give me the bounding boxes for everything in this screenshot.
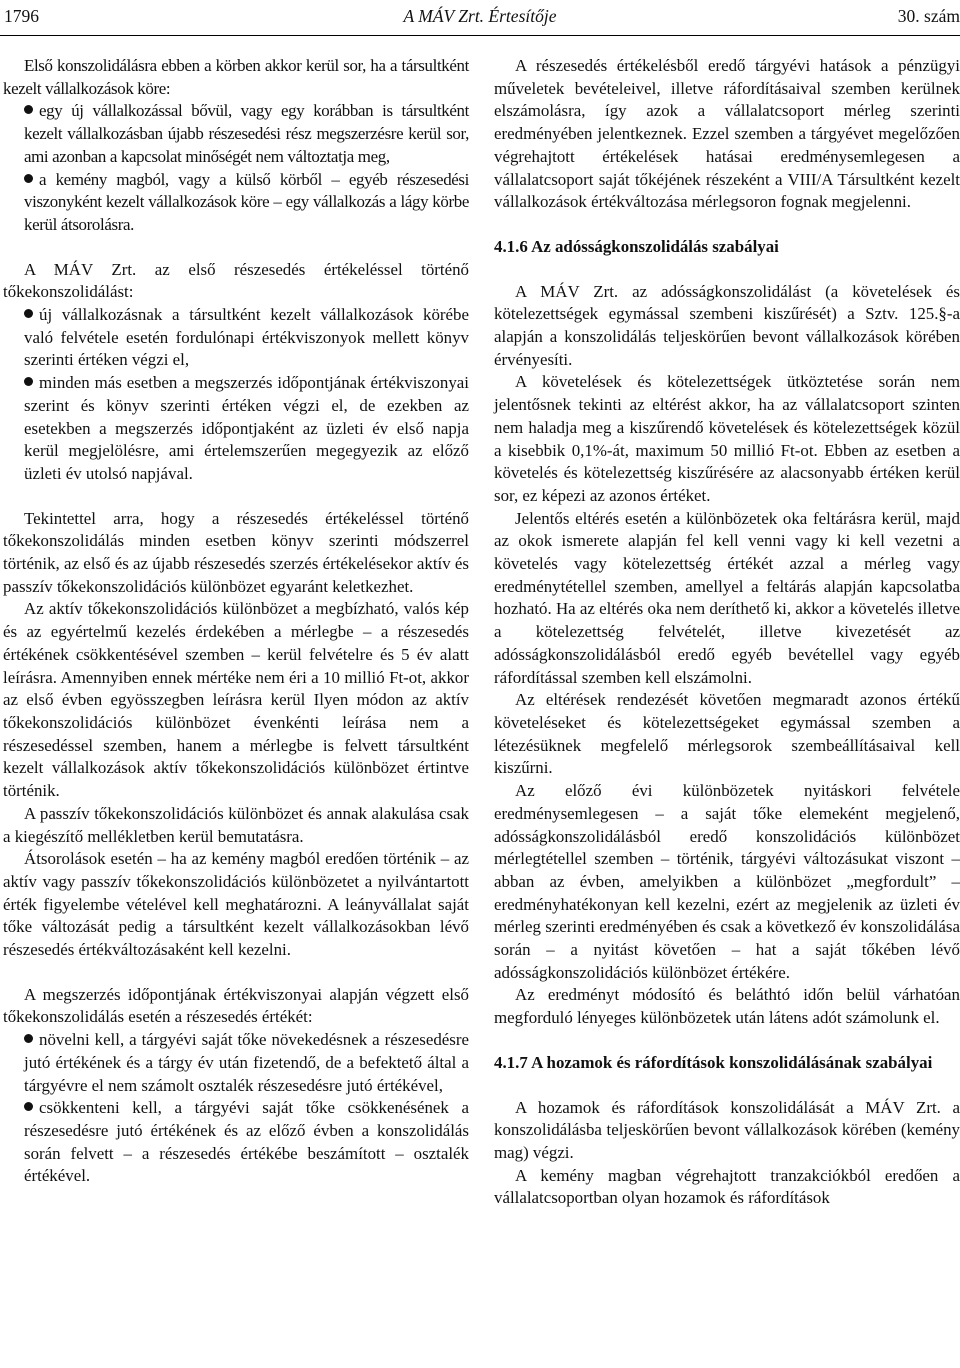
paragraph: A passzív tőkekonszolidációs különbözet és annak alakulása csak a kiegészítő mellékletben kerül bemutatásra. xyxy=(3,803,469,846)
paragraph: A megszerzés időpontjának értékviszonyai alapján végzett első tőkekonszolidálás esetén a részesedés értékét: xyxy=(3,984,469,1027)
bullet-icon xyxy=(24,1034,33,1043)
header-rule xyxy=(0,35,960,36)
bullet-text: a kemény magból, vagy a külső körből – egyéb részesedési viszonyként kezelt vállalkozások köre – egy vállalkozás a lágy körbe kerül átsorolásra. xyxy=(24,169,469,234)
bullet-item xyxy=(3,372,469,486)
paragraph: A részesedés értékelésből eredő tárgyévi hatások a pénzügyi műveletek bevételeivel, illetve ráfordításaival szemben kerülnek elszámolásra, így azok a vállalatcsoport mérleg szerinti eredményében jelentkeznek. Ezzel szemben a tárgyévet megelőzően végrehajtott értékelések hatásai eredménysemlegesen a vállalatcsoport saját tőkéjének részeként a VIII/A Társultként kezelt vállalkozások értékváltozása mérlegsoron fognak megjelenni. xyxy=(494,56,960,212)
bullet-item xyxy=(3,304,469,372)
page-header xyxy=(0,2,960,30)
right-column xyxy=(494,55,960,1210)
bullet-icon xyxy=(24,105,33,114)
paragraph: Az előző évi különbözetek nyitáskori felvétele eredménysemlegesen – a saját tőke elemeként megjelenő, adósságkonszolidálásból eredő konszolidációs különbözet mérlegtétellel szemben – történik, tárgyévi változásukat viszont – abban az évben, amelyikben a különbözet „megfordult” – eredményhatékonyan kell kezelni, ezért az megjelenik az üzleti év mérleg szerinti eredményében és csak a következő év konszolidálása során – a nyitást követően – hat a saját tőkében lévő adósságkonszolidációs különbözet értékére. xyxy=(494,781,960,982)
bullet-text: csökkenteni kell, a tárgyévi saját tőke csökkenésének a részesedésre jutó értékének és az előző évben a konszolidálás során felvett – a részesedés értékébe beszámított – osztalék értékével. xyxy=(24,1098,469,1186)
spacer xyxy=(3,486,469,508)
bullet-item xyxy=(3,100,469,168)
journal-title: A MÁV Zrt. Értesítője xyxy=(403,6,557,26)
bullet-icon xyxy=(24,309,33,318)
paragraph: Az eltérések rendezését követően megmaradt azonos értékű követeléseket és kötelezettségeket egymással szemben a létezésüknek megfelelő mérlegsorok szembeállításaival kell kiszűrni. xyxy=(494,690,960,778)
issue-number: 30. szám xyxy=(897,6,960,26)
paragraph: A kemény magban végrehajtott tranzakciókból eredően a vállalatcsoportban olyan hozamok és ráfordítások xyxy=(494,1165,960,1208)
bullet-icon xyxy=(24,377,33,386)
bullet-text: minden más esetben a megszerzés időpontjának értékviszonyai szerint és könyv szerinti értéken végzi el, de ezekben az esetekben a megszerzés időpontjaként az üzleti év első napja kerül megjelölésre, ami értelemszerűen megegyezik az előző üzleti év utolsó napjával. xyxy=(24,373,469,483)
spacer xyxy=(494,1075,960,1097)
bullet-text: egy új vállalkozással bővül, vagy egy korábban is társultként kezelt vállalkozásban újabb részesedési rész megszerzésre kerül sor, ami azonban a kapcsolat minőségét nem változtatja meg, xyxy=(24,101,469,166)
paragraph: Az eredményt módosító és beláthtó időn belül várhatóan megforduló lényeges különbözetek után látens adót számolunk el. xyxy=(494,985,960,1028)
bullet-text: új vállalkozásnak a társultként kezelt vállalkozások körébe való felvétele esetén fordulónapi értékviszonyok mellett könyv szerinti értéken végzi el, xyxy=(24,305,469,370)
bullet-item xyxy=(3,1097,469,1188)
paragraph: Első konszolidálásra ebben a körben akkor kerül sor, ha a társultként kezelt vállalkozások köre: xyxy=(3,56,469,98)
spacer xyxy=(494,1030,960,1052)
paragraph: A MÁV Zrt. az első részesedés értékeléssel történő tőkekonszolidálást: xyxy=(3,259,469,302)
paragraph: A követelések és kötelezettségek ütköztetése során nem jelentősnek tekinti az eltérést akkor, ha az vállalatcsoport szinten nem haladja meg a kiszűrendő követelések és kötelezettségek közül a kisebbik 0,1%-át, maximum 50 millió Ft-ot. Ebben az esetben a követelés és kötelezettség kiszűrésére az alacsonyabb értéken kerül sor, ez képezi az azonos értéket. xyxy=(494,372,960,505)
paragraph: A hozamok és ráfordítások konszolidálását a MÁV Zrt. a konszolidálásba teljeskörűen bevont vállalkozások körében (kemény mag) végzi. xyxy=(494,1097,960,1162)
bullet-text: növelni kell, a tárgyévi saját tőke növekedésnek a részesedésre jutó értékének és a tárgy év után fizetendő, de a befektető által a tárgyévre el nem számolt osztalék részesedésre jutó értékével, xyxy=(24,1030,469,1095)
paragraph: A MÁV Zrt. az adósságkonszolidálást (a követelések és kötelezettségek egymással szembeni kiszűrését) a Sztv. 125.§-a alapján a konszolidálás teljeskörűen bevont vállalkozások körében érvényesíti. xyxy=(494,281,960,369)
spacer xyxy=(494,259,960,281)
paragraph: Az aktív tőkekonszolidációs különbözet a megbízható, valós kép és az egyértelmű kezelés érdekében a mérlegbe – a részesedés értékének csökkentésével szemben – kerül felvételre és 5 év alatt leírásra. Amennyiben ennek mértéke nem éri a 10 millió Ft-ot, akkor az első évben egyösszegben leírásra kerül Ilyen módon az aktív tőkekonszolidációs különbözet évenkénti leírása nem a részesedéssel szemben, hanem a mérlegbe is felvett társultként kezelt vállalkozások aktív tőkekonszolidációs különbözet értintve történik. xyxy=(3,599,469,801)
bullet-item xyxy=(3,1029,469,1097)
bullet-item xyxy=(3,169,469,237)
bullet-icon xyxy=(24,174,33,183)
left-column xyxy=(3,55,469,1188)
section-heading: 4.1.6 Az adósságkonszolidálás szabályai xyxy=(494,236,779,256)
paragraph: Átsorolások esetén – ha az kemény magból eredően történik – az aktív vagy passzív tőkekonszolidációs különbözetet a nyilvántartott érték figyelembe vételével kell meghatározni. A leányvállalat saját tőke változását pedig a társultként kezelt vállalkozásokban lévő részesedés értékváltozásaként kell kezelni. xyxy=(3,849,469,960)
bullet-icon xyxy=(24,1102,33,1111)
spacer xyxy=(3,962,469,984)
paragraph: Jelentős eltérés esetén a különbözetek oka feltárásra kerül, majd az okok ismerete alapján fel kell venni vagy ki kell vezetni a követelés vagy kötelezettség értékét azzal a mérleg vagy eredménytétellel szemben, amellyel a feltárás alapján kapcsolatba hozható. Ha az eltérés oka nem deríthető ki, akkor a követelés illetve a kötelezettség felvételét, illetve kivezetését az adósságkonszolidálásból eredő egyéb bevétellel vagy egyéb ráfordítással szemben kell elszámolni. xyxy=(494,508,960,687)
spacer xyxy=(3,237,469,259)
spacer xyxy=(494,214,960,236)
page-number: 1796 xyxy=(4,6,39,26)
section-heading: 4.1.7 A hozamok és ráfordítások konszolidálásának szabályai xyxy=(494,1052,933,1072)
paragraph: Tekintettel arra, hogy a részesedés értékeléssel történő tőkekonszolidálás minden esetben könyv szerinti módszerrel történik, az első és az újabb részesedés szerzés értékelésekor aktív és passzív tőkekonszolidációs különbözet egyaránt keletkezhet. xyxy=(3,508,469,596)
